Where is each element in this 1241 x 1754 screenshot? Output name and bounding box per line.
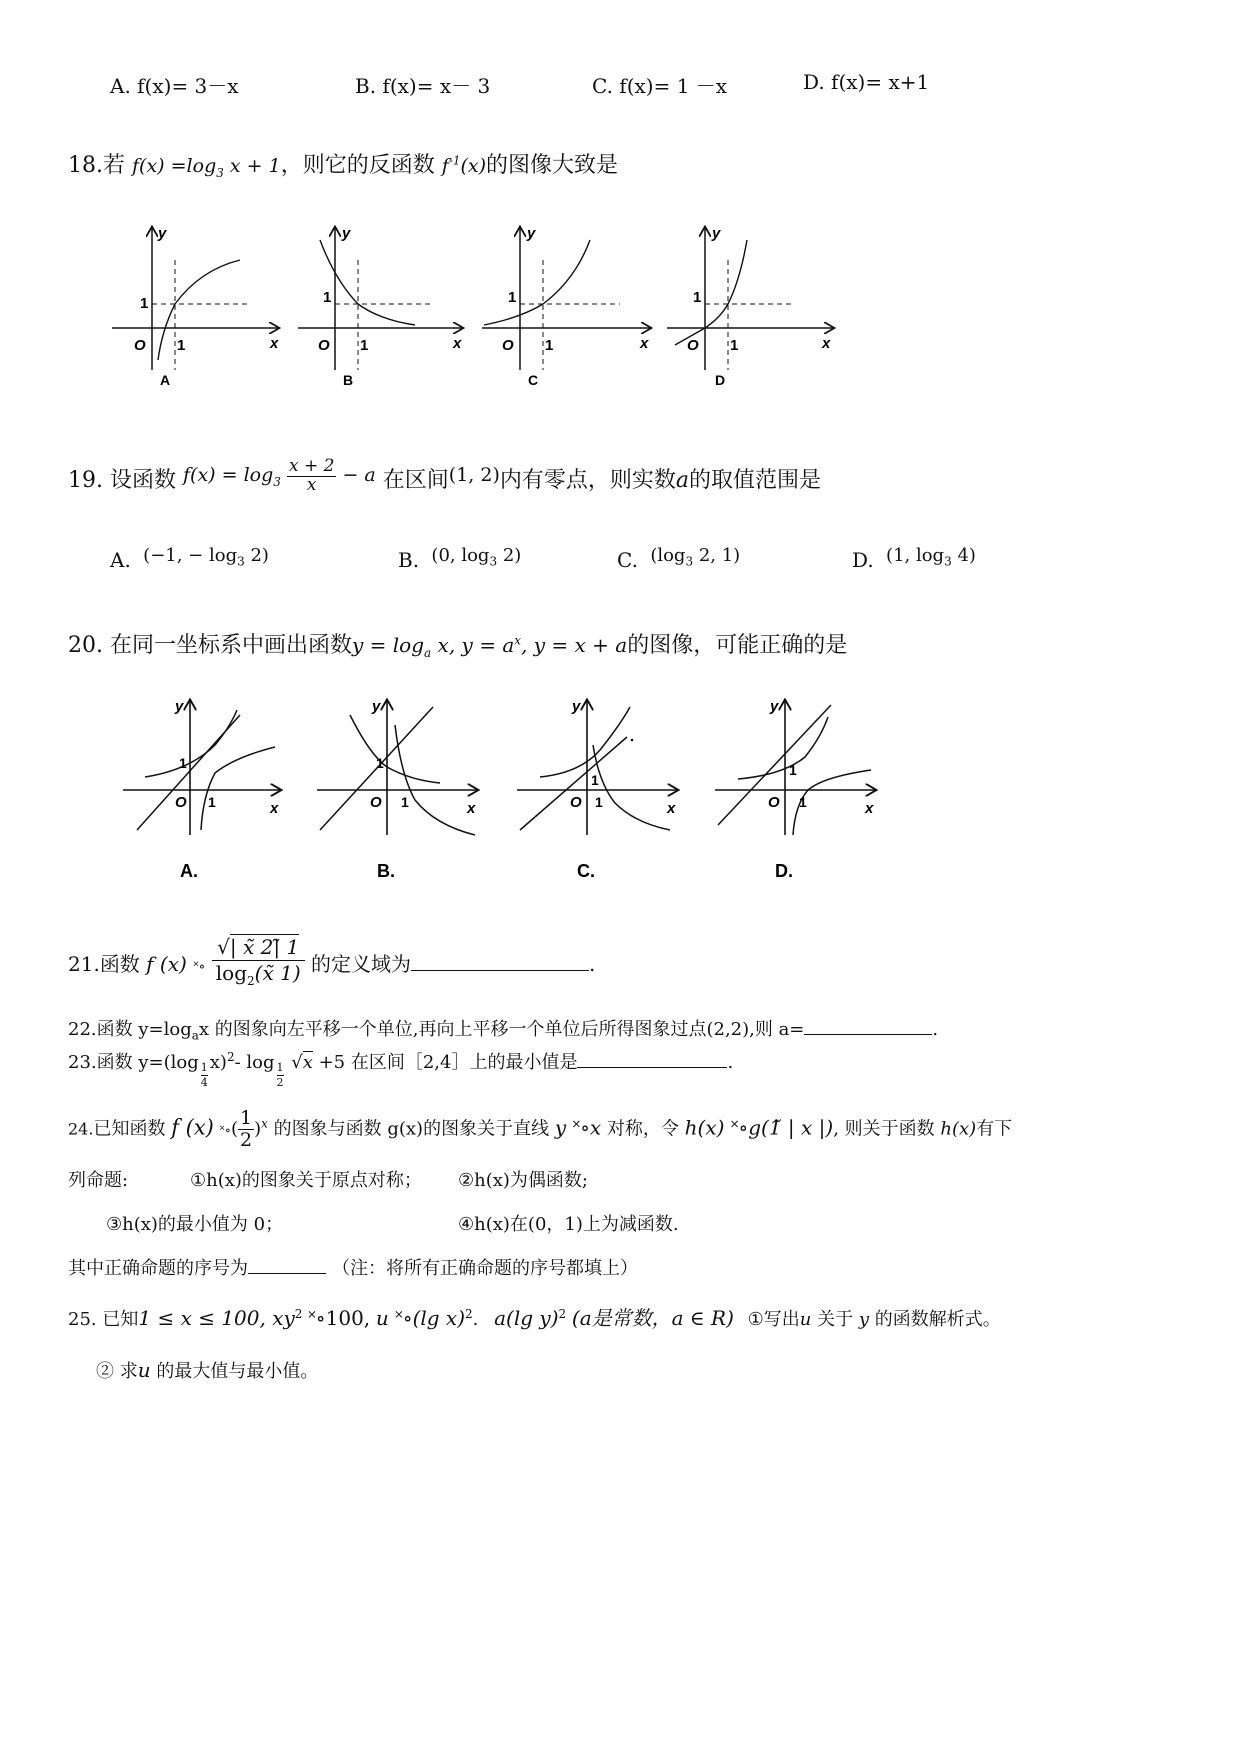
q20-graphs xyxy=(115,695,895,890)
q23-answer-blank[interactable] xyxy=(577,1049,727,1068)
q24-line2: 列命题: xyxy=(68,1170,129,1191)
svg-text:x: x xyxy=(865,800,874,817)
q20-graph-a xyxy=(123,698,280,881)
svg-text:y: y xyxy=(372,698,381,715)
q21-stem: 21.函数 f (x) ˟∘ $\frac{√| x̃ 2|̃ 1}{\log_2(x̃ 1)}$ 的定义域为 . xyxy=(68,935,596,988)
q19-formula: $f(x) = \log_3$ $\frac{x + 2}{x}$ − a xyxy=(183,455,376,495)
q20-label-b: B. xyxy=(377,861,395,881)
svg-text:y: y xyxy=(712,225,721,242)
q22-answer-blank[interactable] xyxy=(804,1016,932,1035)
svg-text:O: O xyxy=(687,337,699,354)
svg-text:O: O xyxy=(570,794,582,811)
svg-text:x: x xyxy=(667,800,676,817)
q20-formula: $y = \log_a x$, $y = a^x$, y = x + a xyxy=(352,633,628,660)
q24-prop-1: ①h(x)的图象关于原点对称； xyxy=(190,1170,422,1191)
svg-text:O: O xyxy=(768,794,780,811)
q18-graph-b xyxy=(298,225,462,388)
svg-text:O: O xyxy=(370,794,382,811)
q18-label-b: B xyxy=(343,372,354,388)
svg-text:x: x xyxy=(467,800,476,817)
q17-option-d: D. f(x)= x+1 xyxy=(803,70,930,94)
q18-label-a: A xyxy=(160,372,171,388)
svg-text:x: x xyxy=(270,800,279,817)
svg-text:1: 1 xyxy=(508,289,517,306)
svg-text:x: x xyxy=(453,335,462,352)
svg-text:1: 1 xyxy=(789,762,797,778)
svg-text:1: 1 xyxy=(140,295,149,312)
q24-final: 其中正确命题的序号为 （注：将所有正确命题的序号都填上） xyxy=(68,1254,638,1280)
svg-text:O: O xyxy=(175,794,187,811)
svg-text:O: O xyxy=(134,337,146,354)
svg-text:1: 1 xyxy=(730,337,739,354)
svg-text:1: 1 xyxy=(693,289,702,306)
svg-text:1: 1 xyxy=(177,337,186,354)
svg-text:O: O xyxy=(502,337,514,354)
q18-graph-a xyxy=(112,225,279,388)
q18-number: 18. xyxy=(68,153,103,178)
q18-label-c: C xyxy=(528,372,539,388)
q19-stem: 19. 设函数 $f(x) = \log_3$ $\frac{x + 2}{x}$ − a 在区间(1, 2)内有零点，则实数a的取值范围是 xyxy=(68,455,822,495)
svg-text:y: y xyxy=(175,698,184,715)
q18-inverse-formula: $f^{-1}(x)$ xyxy=(441,153,487,177)
q18-label-d: D xyxy=(715,372,726,388)
q18-graphs xyxy=(100,220,860,400)
svg-text:1: 1 xyxy=(360,337,369,354)
q21-answer-blank[interactable] xyxy=(411,952,589,971)
q19-option-a: A. (−1, − $\log_3 2$) xyxy=(110,545,269,572)
svg-text:1: 1 xyxy=(591,772,599,788)
q18-stem: 18.若 $f(x) =\log_3$ x + 1，则它的反函数 $f^{-1}(x)$的图像大致是 xyxy=(68,153,619,180)
svg-text:y: y xyxy=(158,225,167,242)
q20-graph-b xyxy=(317,698,477,881)
q17-option-c: C. f(x)= 1 －x xyxy=(592,74,728,98)
svg-text:1: 1 xyxy=(208,794,216,810)
svg-text:y: y xyxy=(572,698,581,715)
q18-graph-c xyxy=(482,225,650,388)
q17-option-a: A. f(x)= 3－x xyxy=(110,74,239,98)
svg-text:x: x xyxy=(640,335,649,352)
q20-label-a: A. xyxy=(180,861,198,881)
svg-text:x: x xyxy=(822,335,831,352)
q20-label-d: D. xyxy=(775,861,793,881)
q23-stem: 23.函数 y=(log $\frac{1}{4}$ x)$^2$- log $\frac{1}{2}$ √x +5 在区间［2,4］上的最小值是 . xyxy=(68,1050,734,1089)
svg-text:y: y xyxy=(342,225,351,242)
q20-label-c: C. xyxy=(577,861,595,881)
svg-text:x: x xyxy=(270,335,279,352)
svg-text:y: y xyxy=(527,225,536,242)
svg-text:1: 1 xyxy=(323,289,332,306)
q20-stem: 20. 在同一坐标系中画出函数$y = \log_a x$, $y = a^x$, y = x + a的图像，可能正确的是 xyxy=(68,633,848,660)
q21-fraction: $\frac{√| x̃ 2|̃ 1}{\log_2(x̃ 1)}$ xyxy=(212,935,305,989)
svg-text:1: 1 xyxy=(179,755,187,771)
q17-option-b: B. f(x)= x－ 3 xyxy=(355,74,491,98)
q19-option-d: D. (1, $\log_3 4$) xyxy=(852,545,976,572)
q24-stem: 24.已知函数 f (x) ˟∘( $\frac{1}{2}$ )$^x$ 的图象与函数 g(x)的图象关于直线 y ˟∘x 对称，令 h(x) ˟∘g(1̃ | x |), 则关于函数 h(x)有下 xyxy=(68,1107,1013,1151)
q24-prop-3: ③h(x)的最小值为 0； xyxy=(106,1214,284,1235)
q18-formula: $f(x) =\log_3$ x + 1 xyxy=(132,155,281,180)
q20-graph-c xyxy=(517,698,677,881)
q19-option-c: C. ($\log_3$ 2, 1) xyxy=(617,545,741,572)
q20-graph-d xyxy=(715,698,875,881)
svg-text:1: 1 xyxy=(376,755,384,771)
svg-text:1: 1 xyxy=(595,794,603,810)
q22-stem: 22.函数 $y=\log_ax$ 的图象向左平移一个单位,再向上平移一个单位后所得图象过点(2,2),则 a= . xyxy=(68,1015,938,1043)
q24-answer-blank[interactable] xyxy=(248,1255,326,1274)
svg-text:1: 1 xyxy=(401,794,409,810)
svg-text:1: 1 xyxy=(799,794,807,810)
svg-text:O: O xyxy=(318,337,330,354)
q24-prop-4: ④h(x)在(0，1)上为减函数. xyxy=(458,1214,679,1235)
q25-task2: ② 求u 的最大值与最小值。 xyxy=(96,1358,319,1382)
q19-option-b: B. (0, $\log_3 2$) xyxy=(398,545,522,572)
q18-graph-d xyxy=(667,225,833,388)
svg-text:1: 1 xyxy=(545,337,554,354)
q25-stem: 25. 已知1 ≤ x ≤ 100, $xy^2$ ˟∘100, u ˟∘(lg x)$^2$. a(lg y)$^2$ (a是常数，a ∈ R) ①写出u 关于 y 的函数解析式。 xyxy=(68,1306,1001,1330)
q24-prop-2: ②h(x)为偶函数; xyxy=(458,1170,588,1191)
svg-text:y: y xyxy=(770,698,779,715)
